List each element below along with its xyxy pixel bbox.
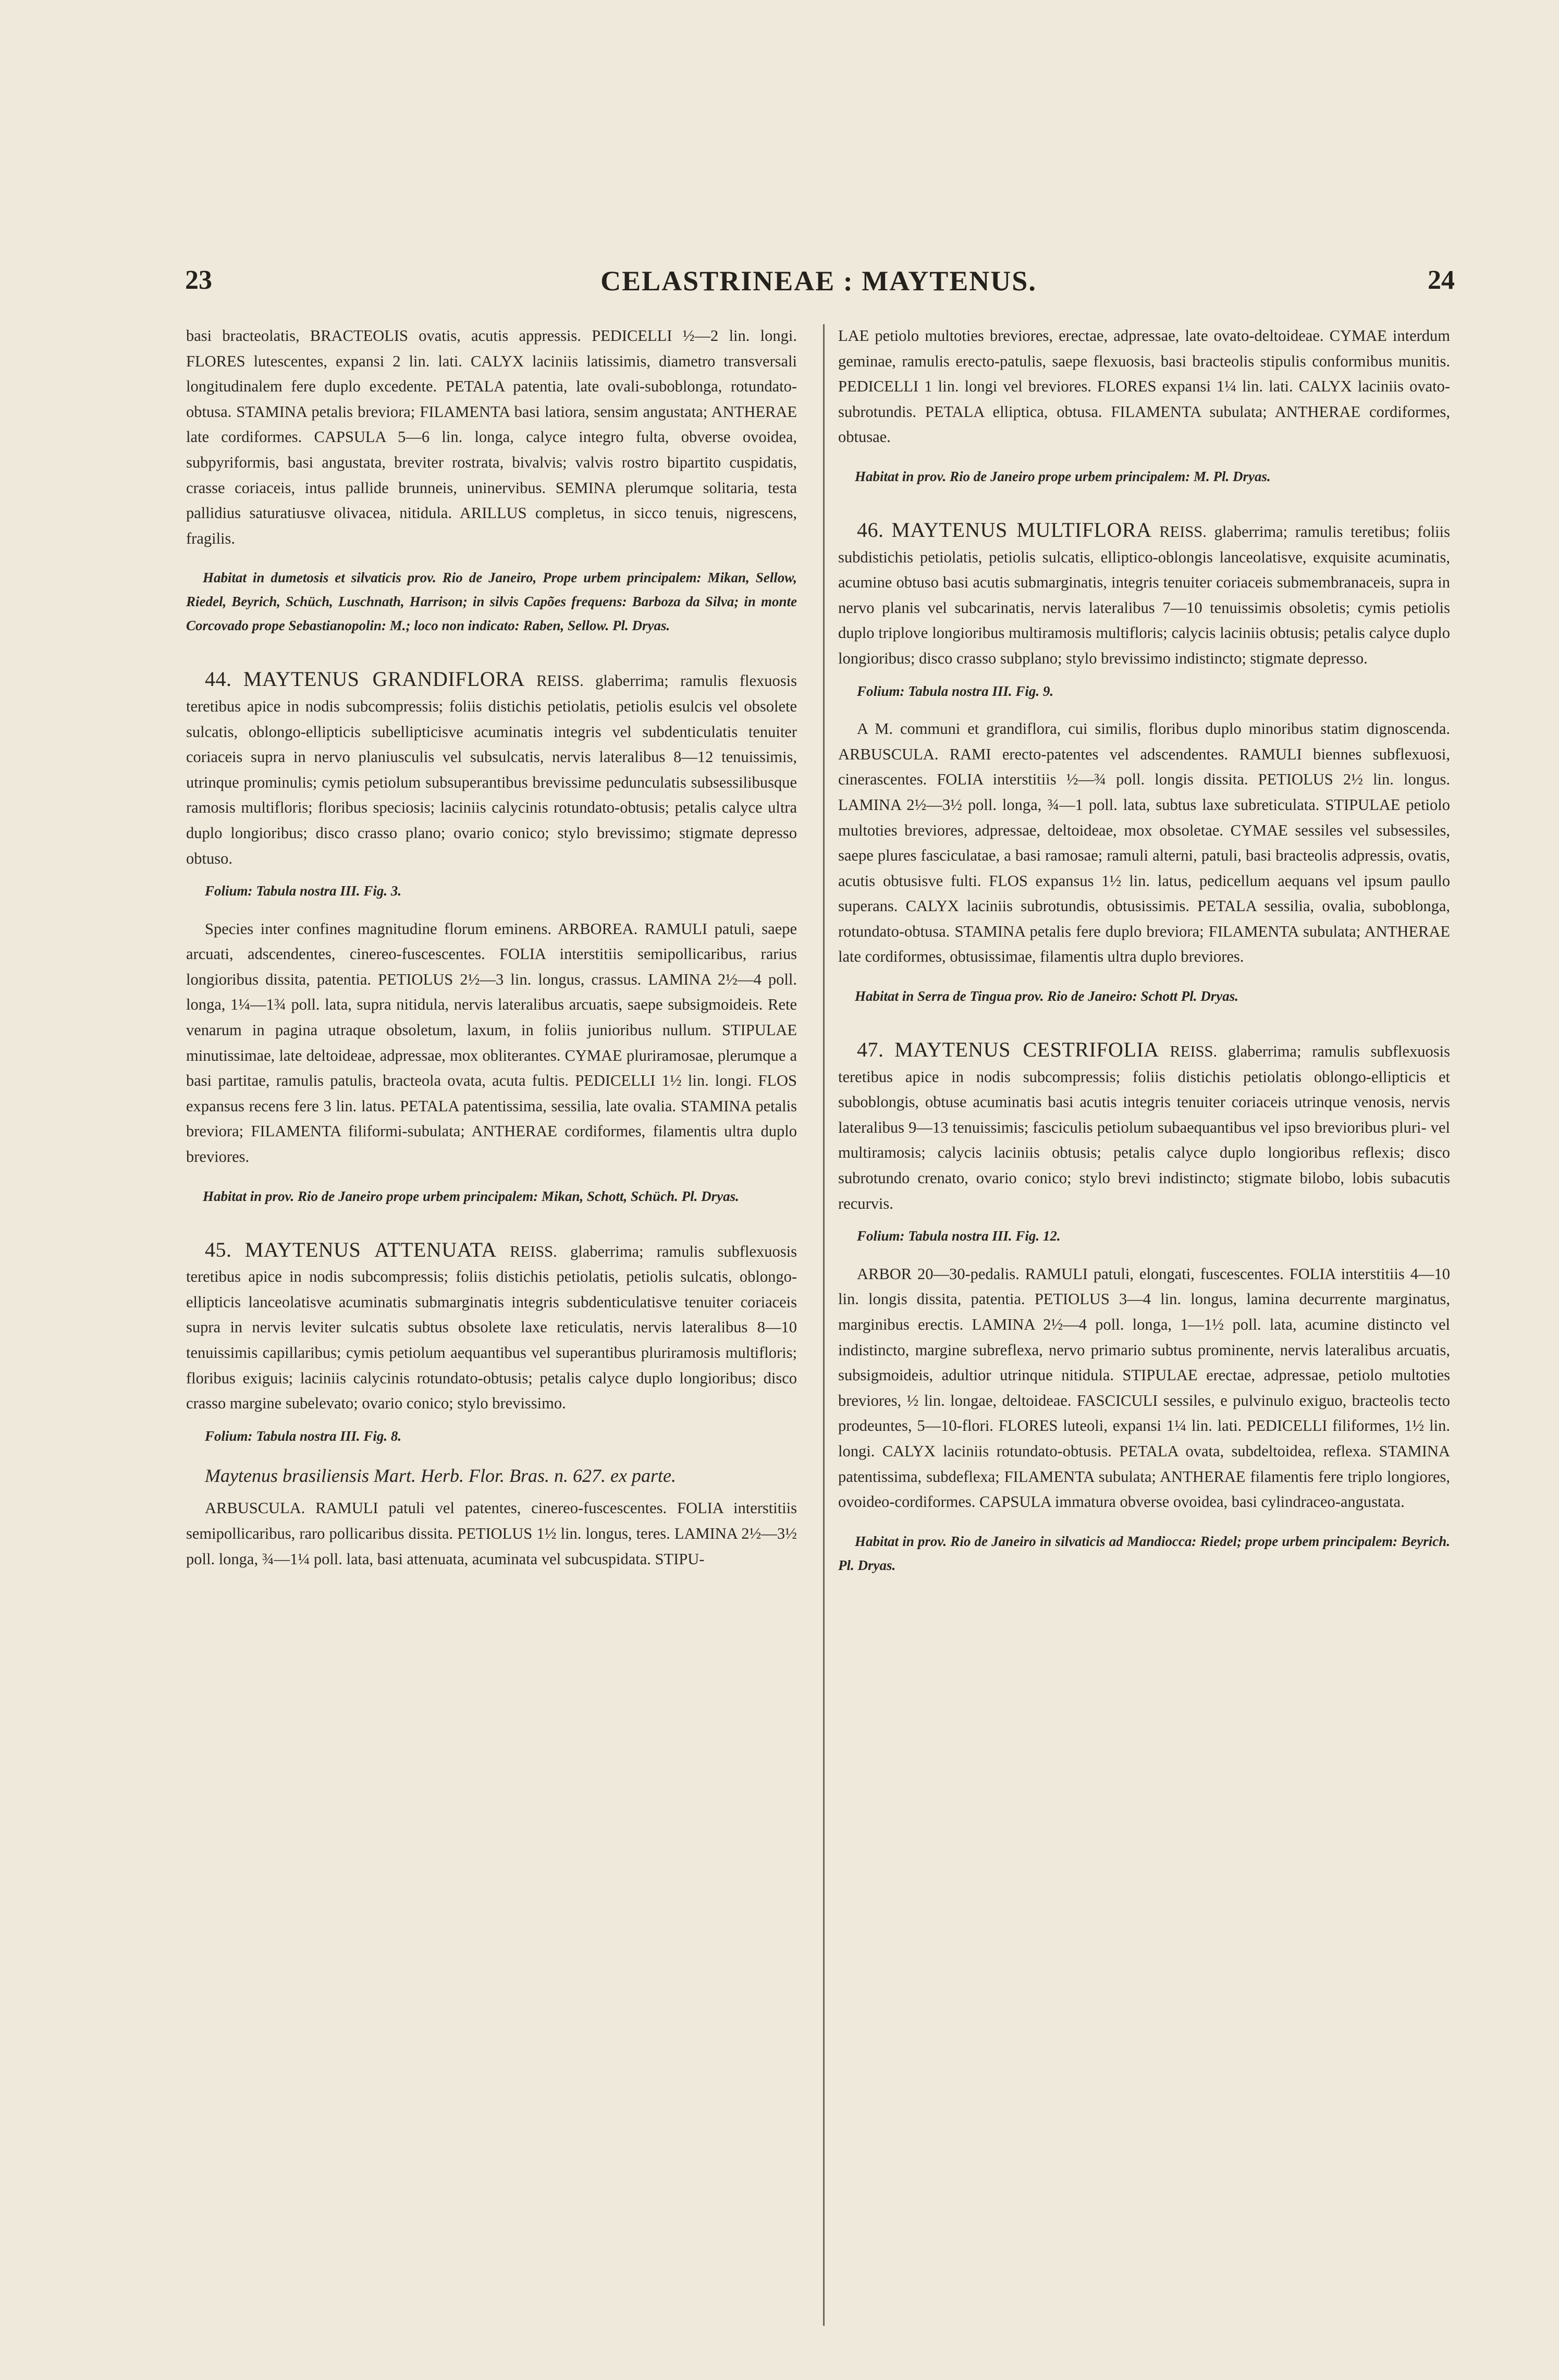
species-diagnosis: REISS. glaberrima; ramulis subflexuosis teretibus apice in nodis subcompressis; foliis distichis petiolatis, petiolis sulcatis, oblongo-ellipticis lanceolatisve acuminatis submarginatis integris subdenticulatisve tenuiter coriaceis supra in nervis leviter sulcatis subtus obsolete laxe reticulatis, nervis lateralibus 8—10 tenuissimis capillaribus; cymis petiolum aequantibus vel superantibus pluriramosis multifloris; floribus exiguis; laciniis calycinis rotundato-obtusis; petalis calyce duplo longioribus; disco crasso margine subelevato; ovario conico; stylo brevissimo. <box>186 1242 797 1413</box>
running-title: CELASTRINEAE : MAYTENUS. <box>600 265 1037 297</box>
species-description: ARBOR 20—30-pedalis. RAMULI patuli, elongati, fuscescentes. FOLIA interstitiis 4—10 lin. longis dissita, patentia. PETIOLUS 3—4 lin. longus, lamina decurrente marginatus, marginibus erectis. LAMINA 2½—4 poll. longa, 1—1½ poll. lata, acumine distincto vel indistincto, margine subreflexa, nervo primario subtus prominente, nervis lateralibus arcuatis, subsigmoideis, adultior utrinque nitidula. STIPULAE erectae, adpressae, petiolo multoties breviores, ½ lin. longae, deltoideae. FASCICULI sessiles, e pulvinulo exiguo, bracteolis tecto prodeuntes, 5—10-flori. FLORES luteoli, expansi 1¼ lin. lati. PEDICELLI filiformes, 1½ lin. longi. CALYX laciniis rotundato-obtusis. PETALA ovata, subdeltoidea, reflexa. STAMINA patentissima, subdeflexa; FILAMENTA subulata; ANTHERAE filamentis fere triplo longiores, ovoideo-cordiformes. CAPSULA immatura obverse ovoidea, basi cylindraceo-angustata. <box>838 1265 1450 1511</box>
habitat-note: Habitat in prov. Rio de Janeiro prope urbem principalem: Mikan, Schott, Schüch. Pl. Dryas. <box>203 1188 739 1204</box>
species-diagnosis: REISS. glaberrima; ramulis teretibus; foliis subdistichis petiolatis, petiolis sulcatis, elliptico-oblongis lanceolatisve, exquisite acuminatis, acumine obtuso basi acutis submarginatis, integris tenuiter coriaceis submembranaceis, supra in nervo planis vel subcarinatis, nervis lateralibus 7—10 tenuissimis obsoletis; cymis petiolis duplo triplove longioribus multiramosis multifloris; calycis laciniis obtusis; petalis calyce duplo longioribus; disco crasso subplano; stylo brevissimo indistincto; stigmate depresso. <box>838 522 1450 667</box>
habitat-note: Habitat in dumetosis et silvaticis prov. Rio de Janeiro, Prope urbem principalem: Mikan, Sellow, Riedel, Beyrich, Schüch, Luschnath, Harrison; in silvis Capões frequens: Barboza da Silva; in monte Corcovado prope Sebastianopolin: M.; loco non indicato: Raben, Sellow. Pl. Dryas. <box>186 570 797 634</box>
species-number: 45. <box>205 1237 232 1261</box>
page-number-right: 24 <box>1428 265 1455 295</box>
habitat-note: Habitat in prov. Rio de Janeiro in silvaticis ad Mandiocca: Riedel; prope urbem principalem: Beyrich. Pl. Dryas. <box>838 1533 1450 1573</box>
continued-description: LAE petiolo multoties breviores, erectae, adpressae, late ovato-deltoideae. CYMAE interdum geminae, ramulis erecto-patulis, saepe flexuosis, basi bracteolis stipulis conformibus munitis. PEDICELLI 1 lin. longi vel breviores. FLORES expansi 1¼ lin. lati. CALYX laciniis ovato-subrotundis. PETALA elliptica, obtusa. FILAMENTA subulata; ANTHERAE cordiformes, obtusae. <box>838 327 1450 446</box>
species-name: MAYTENUS GRANDIFLORA <box>243 667 525 691</box>
synonym: Maytenus brasiliensis Mart. Herb. Flor. Bras. n. 627. ex parte. <box>205 1465 676 1487</box>
page-number-left: 23 <box>185 265 212 295</box>
species-entry-46 <box>838 518 1450 671</box>
species-diagnosis: REISS. glaberrima; ramulis subflexuosis teretibus apice in nodis subcompressis; foliis distichis petiolatis oblongo-ellipticis et suboblongis, obtuse acuminatis basi acutis integris tenuiter coriaceis utrinque venosis, nervis lateralibus 9—13 tenuissimis; fasciculis petiolum subaequantibus vel ipso brevioribus pluri- vel multiramosis; calycis laciniis obtusis; petalis calyce duplo longioribus reflexis; disco subrotundo crenato, ovario conico; stylo brevi indistincto; stigmate bilobo, lobis subacutis recurvis. <box>838 1042 1451 1212</box>
continued-description: basi bracteolatis, BRACTEOLIS ovatis, acutis appressis. PEDICELLI ½—2 lin. longi. FLORES lutescentes, expansi 2 lin. lati. CALYX laciniis latissimis, diametro transversali longitudinalem fere duplo excedente. PETALA patentia, late ovali-suboblonga, rotundato-obtusa. STAMINA petalis breviora; FILAMENTA basi latiora, sensim angustata; ANTHERAE late cordiformes. CAPSULA 5—6 lin. longa, calyce integro fulta, obverse ovoidea, subpyriformis, basi angustata, breviter rostrata, bivalvis; valvis rostro bipartito cuspidatis, crasse coriaceis, intus pallide brunneis, uninervibus. SEMINA plerumque solitaria, testa pallidius saturatiusve olivacea, nitidula. ARILLUS completus, in sicco tenuis, nigrescens, fragilis. <box>186 327 797 547</box>
folium-reference: Folium: Tabula nostra III. Fig. 9. <box>857 683 1054 699</box>
species-entry-44 <box>186 667 797 871</box>
folium-reference: Folium: Tabula nostra III. Fig. 8. <box>205 1428 402 1444</box>
folium-reference: Folium: Tabula nostra III. Fig. 3. <box>205 883 402 899</box>
right-column <box>838 323 1450 1590</box>
species-number: 44. <box>205 667 232 691</box>
habitat-note: Habitat in Serra de Tingua prov. Rio de Janeiro: Schott Pl. Dryas. <box>855 988 1239 1004</box>
species-diagnosis: REISS. glaberrima; ramulis flexuosis teretibus apice in nodis subcompressis; foliis distichis petiolatis, petiolis esulcis vel obsolete sulcatis, oblongo-ellipticis subellipticisve acuminatis integris vel subdenticulatis tenuiter coriaceis supra in nervo planiusculis vel subsulcatis, nervis lateralibus 8—12 tenuissimis, utrinque prominulis; cymis petiolum subsuperantibus brevissime pedunculatis subsessilibusque ramosis multifloris; floribus speciosis; laciniis calycinis rotundato-obtusis; petalis calyce ultra duplo longioribus; disco crasso plano; ovario conico; stylo brevissimo; stigmate depresso obtuso. <box>186 672 797 867</box>
species-description: ARBUSCULA. RAMULI patuli vel patentes, cinereo-fuscescentes. FOLIA interstitiis semipollicaribus, raro pollicaribus dissita. PETIOLUS 1½ lin. longus, teres. LAMINA 2½—3½ poll. longa, ¾—1¼ poll. lata, basi attenuata, acuminata vel subcuspidata. STIPU- <box>186 1499 797 1568</box>
folium-reference: Folium: Tabula nostra III. Fig. 12. <box>857 1228 1061 1244</box>
species-description: Species inter confines magnitudine florum eminens. ARBOREA. RAMULI patuli, saepe arcuati, adscendentes, cinereo-fuscescentes. FOLIA interstitiis semipollicaribus, rarius longioribus dissita, patentia. PETIOLUS 2½—3 lin. longus, crassus. LAMINA 2½—4 poll. longa, 1¼—1¾ poll. lata, supra nitidula, nervis lateralibus arcuatis, saepe subsigmoideis. Rete venarum in pagina utraque obsoletum, laxum, in foliis junioribus nullum. STIPULAE minutissimae, late deltoideae, adpressae, mox obliterantes. CYMAE pluriramosae, plerumque a basi partitae, ramulis patulis, bracteola ovata, acuta fultis. PEDICELLI 1½ lin. longi. FLOS expansus recens fere 3 lin. latus. PETALA patentissima, sessilia, late ovalia. STAMINA petalis breviora; FILAMENTA filiformi-subulata; ANTHERAE cordiformes, filamentis ultra duplo breviores. <box>186 919 797 1166</box>
species-name: MAYTENUS MULTIFLORA <box>891 518 1152 542</box>
species-number: 47. <box>857 1038 884 1062</box>
species-entry-45 <box>186 1237 797 1416</box>
habitat-note: Habitat in prov. Rio de Janeiro prope urbem principalem: M. Pl. Dryas. <box>855 468 1271 484</box>
species-name: MAYTENUS ATTENUATA <box>244 1237 497 1261</box>
left-column <box>186 323 797 1572</box>
column-divider <box>823 324 825 2326</box>
species-number: 46. <box>857 518 884 542</box>
running-header <box>182 265 1455 306</box>
species-entry-47 <box>838 1037 1450 1216</box>
species-name: MAYTENUS CESTRIFOLIA <box>894 1038 1159 1062</box>
species-description: A M. communi et grandiflora, cui similis, floribus duplo minoribus statim dignoscenda. ARBUSCULA. RAMI erecto-patentes vel adscendentes. RAMULI biennes subflexuosi, cinerascentes. FOLIA interstitiis ½—¾ poll. longis dissita. PETIOLUS 2½ lin. longus. LAMINA 2½—3½ poll. longa, ¾—1 poll. lata, subtus laxe subreticulata. STIPULAE petiolo multoties breviores, adpressae, deltoideae, mox obsoletae. CYMAE sessiles vel subsessiles, saepe plures fasciculatae, a basi ramosae; ramuli alterni, patuli, basi bracteolis adpressis, ovatis, acutis obtusisve fulti. FLOS expansus 1½ lin. latus, pedicellum aequans vel ipsum paullo superans. CALYX laciniis subrotundis, obtusissimis. PETALA sessilia, ovalia, suboblonga, rotundato-obtusa. STAMINA petalis fere duplo breviora; FILAMENTA subulata; ANTHERAE late cordiformes, obtusissimae, filamentis ultra duplo breviores. <box>838 720 1450 966</box>
